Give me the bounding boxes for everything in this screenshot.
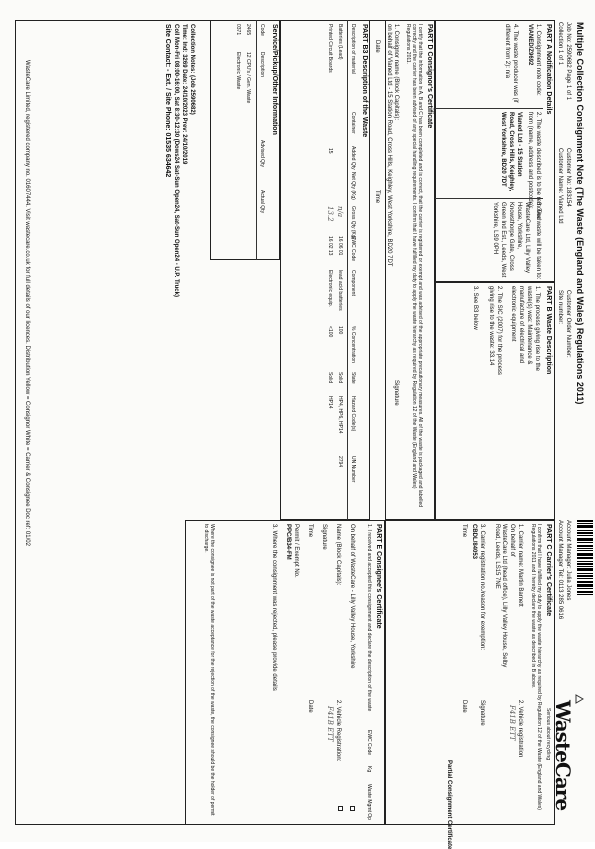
part-a-q1: 1. Consignment note code: <box>535 24 541 96</box>
b3-row2-state: Solid <box>327 372 333 384</box>
customer-name: Customer Name: Vianed Ltd <box>557 148 563 224</box>
b3-row2-component: Electronic equip. <box>327 270 333 307</box>
part-e-footer-note: Where the consignee is not part of the waste acceptance for the rejection of the waste, the consignee should be the holder of permit to discharge. <box>203 524 215 816</box>
recycle-leaf-icon <box>577 694 587 704</box>
divider <box>435 198 543 199</box>
footer-text: WasteCare Limited, registered company no. 01607444. Visit wastecare.co.uk for full details of our licences. Distribution Yellow = Consignor White = Carrier & Consignee Doc ref: 01/02 <box>24 60 30 546</box>
account-manager: Account Manager: Julia Jones <box>565 520 571 601</box>
part-a-q2: 2. The waste described is to be removed <box>535 112 541 220</box>
b3-row1-component: lead acid batteries <box>337 270 343 311</box>
wastecare-logo: WasteCare <box>551 700 575 811</box>
part-b-item-3: 3. See B3 below <box>472 286 478 330</box>
customer-number: Customer No: 183154 <box>565 148 571 207</box>
handwritten-qty: n/a <box>336 206 344 218</box>
col-un-number: UN Number <box>350 456 356 483</box>
divider <box>347 20 348 520</box>
col-container: Container <box>350 112 356 134</box>
carrier-name: 1. Carrier name: Martin Barnett <box>517 524 523 607</box>
part-d-signature: Signature <box>393 380 399 406</box>
part-a-q4: 4. The waste producer was (if different from 2): n/a <box>504 24 518 103</box>
account-manager-tel: Account Manager Tel: 0113 285 0616 <box>557 520 563 620</box>
part-b-heading: PART B Waste Description <box>545 286 552 375</box>
part-e-signature: Signature <box>321 524 327 550</box>
col-component: Component <box>350 270 356 296</box>
part-e-name: Name (Block Capitals): <box>335 524 341 586</box>
service-row2-code: 0371 <box>235 24 241 36</box>
part-b-item-1: 1. The process giving rise to the waste(s) was: Maintenance & manufacture of electrical and electronic equipment <box>510 286 540 371</box>
collection-notes-1: Collection Notes: (Job 2590682) <box>189 24 195 115</box>
collection-notes-2: Time: Ind: 3269 Date: 24/10/2023 Prev: 24/10/2019 <box>181 24 187 165</box>
b3-row1-state: Solid <box>337 372 343 384</box>
vehicle-reg-label: 2. Vehicle registration <box>517 700 523 758</box>
part-e-vehicle: 2. Vehicle Registration: <box>335 700 341 762</box>
collection-notes-4: Site Contact: - Ext. / Site Phone: 01535 634642 <box>164 24 171 178</box>
part-c-date: Date <box>461 700 467 713</box>
part-e-time: Time <box>307 524 313 538</box>
handwritten-weight: 13.2 <box>326 206 334 222</box>
service-col-desc: Description <box>259 52 265 78</box>
part-e-col-kg: Kg <box>366 766 372 773</box>
b3-row2-desc: Printed Circuit Boards <box>327 24 333 73</box>
accept-checkbox[interactable] <box>350 806 355 811</box>
vehicle-reg: F41B ETT <box>508 705 516 741</box>
barcode <box>577 520 593 610</box>
part-e-col-ewc: EWC Code <box>366 730 372 756</box>
part-a-from-address: Vianed Ltd - 15 Station Road, Cross Hills, Keighley, West Yorkshire, BD20 7DT <box>500 112 522 192</box>
part-e-col-op: Waste Mgmt Op <box>366 784 372 820</box>
customer-order: Customer Order Number: <box>565 290 571 358</box>
consignment-code: VIANED/Z9692 <box>527 24 533 66</box>
part-b-item-2: 2. The SIC (2007) for the process giving rise to the waste: 33.14 <box>488 286 502 375</box>
part-d-date: Date <box>374 40 380 53</box>
carrier-on-behalf: On behalf of <box>509 524 515 557</box>
service-col-code: Code <box>259 24 265 36</box>
b3-row2-hazard: HP14 <box>327 396 333 409</box>
col-description: Description of material <box>350 24 356 74</box>
permit-value: PPC/B34-FM <box>285 524 291 560</box>
permit-label: Permit / Exempt No. <box>293 524 299 578</box>
partial-consignment-heading: Partial Consignment Certificate <box>446 760 452 849</box>
b3-row2-conc: <100 <box>327 326 333 338</box>
service-row1-desc: 12 CPU's / Gen. Waste <box>245 52 251 104</box>
carrier-reg-no: CBDL/84053 <box>471 524 477 560</box>
col-added-qty: Added Qty <box>350 146 356 170</box>
part-c-text: I confirm that I have fulfilled my duty to apply the waste hierarchy as required by Regulation 12 of the Waste (England and Wales) Regulations 2011 and I hereby declare the waste as described in B above. <box>530 524 542 810</box>
logo-tagline: Serious about recycling <box>545 708 551 760</box>
collection-notes-3: Coll Mon-Fri 08:00-16:00, Sat 8:30-12:30 (Dows24 Sat-Sun Open24, Sat-Sun Open24 - U.P. Truck) <box>173 24 179 297</box>
b3-row1-un: 2794 <box>337 456 343 468</box>
part-e-heading: PART E Consignee's Certificate <box>375 524 382 629</box>
part-a-from-label: from (name, address and postcode): <box>527 112 533 209</box>
service-col-adv: Advised Qty <box>259 140 265 167</box>
part-d-on-behalf: on behalf of Vianed Ltd - 15 Station Road, Cross Hills, Keighley, West Yorkshire, BD20 7DT <box>386 24 392 267</box>
col-state: State <box>350 372 356 384</box>
part-e-rejection-note: 3. Where the consignment was rejected, please provide details <box>271 524 277 691</box>
site-number: Site number: <box>557 290 563 325</box>
divider <box>435 108 543 109</box>
job-number: Job No: 2590682 Page 1 of 1 <box>565 22 571 101</box>
part-d-heading: PART D Consignor's Certificate <box>426 24 433 129</box>
b3-row2-added: 15 <box>327 148 333 154</box>
service-row2-desc: Electronic Waste <box>235 52 241 90</box>
part-b3-heading: PART B3 Description of the Waste <box>361 24 368 138</box>
part-e-vehicle-value: F41B ETT <box>326 706 334 742</box>
carrier-company: WasteCare Ltd (head office), Lilly Valley House, Selby Road, Leeds, LS15 7NE <box>494 524 507 668</box>
part-d-name-line: 1. Consignor name (Block Capitals): <box>393 24 399 121</box>
part-b3-box <box>280 20 370 520</box>
part-d-time: Time <box>374 190 380 204</box>
col-net-qty: Net Qty (Kg) <box>350 172 356 200</box>
part-c-heading: PART C Carrier's Certificate <box>545 524 552 617</box>
part-e-date: Date <box>307 700 313 713</box>
document-title: Multiple Collection Consignment Note (The Waste (England and Wales) Regulations 2011) <box>575 22 585 405</box>
b3-row1-hazard: HP4, HP6, HP14 <box>337 396 343 434</box>
collection-count: Collection 1 of 1 <box>557 22 563 66</box>
service-heading: Service/Pickup/Other Information <box>271 24 278 135</box>
part-a-destination: WasteCare Ltd, Lilly Valley House, Yorkshire, Knowsthorpe Gate, Cross Green Ind Est., Leeds, West Yorkshire, LS9 0PH <box>492 202 530 278</box>
service-col-act: Actual Qty <box>259 190 265 214</box>
b3-row1-ewc: 16 06 01 <box>337 236 343 256</box>
part-a-q3: 3. The waste will be taken to: <box>535 202 541 280</box>
part-c-signature: Signature <box>479 700 485 726</box>
col-concentration: % Concentration <box>350 326 356 363</box>
service-row1-code: 2465 <box>245 24 251 36</box>
part-e-text: 1. I received and accepted this consignment and declare the description of the waste <box>366 524 372 712</box>
carrier-reg-label: 3. Carrier registration no./reason for exemption: <box>479 524 485 651</box>
b3-row1-conc: 100 <box>337 326 343 335</box>
b3-row2-ewc: 16 02 13 <box>327 236 333 256</box>
col-gross-qty: Gross Qty (Kg) <box>350 206 356 240</box>
accept-checkbox[interactable] <box>338 806 343 811</box>
col-ewc-code: EWC Code <box>350 236 356 262</box>
part-c-time: Time <box>461 524 467 538</box>
part-a-heading: PART A Notification Details <box>545 24 552 115</box>
part-e-box <box>185 520 385 825</box>
divider <box>256 20 257 260</box>
part-d-text: I certify that the information in A, B and C has been completed and is correct, that the carrier is registered or exempt and was advised of the appropriate precautionary measures. All of the waste is packaged and labelled correctly and the carrier has been advised of any special handling requirements. I confirm that I have fulfilled my duty to apply the waste hierarchy as required by Regulation 12 of the Waste (England and Wales) Regulations 2011. <box>405 24 423 508</box>
col-hazard: Hazard Code(s) <box>350 396 356 432</box>
b3-row1-desc: Batteries (Lead) <box>337 24 343 60</box>
part-e-on-behalf: On behalf of WasteCare - Lilly Valley House, Yorkshire <box>349 524 355 669</box>
